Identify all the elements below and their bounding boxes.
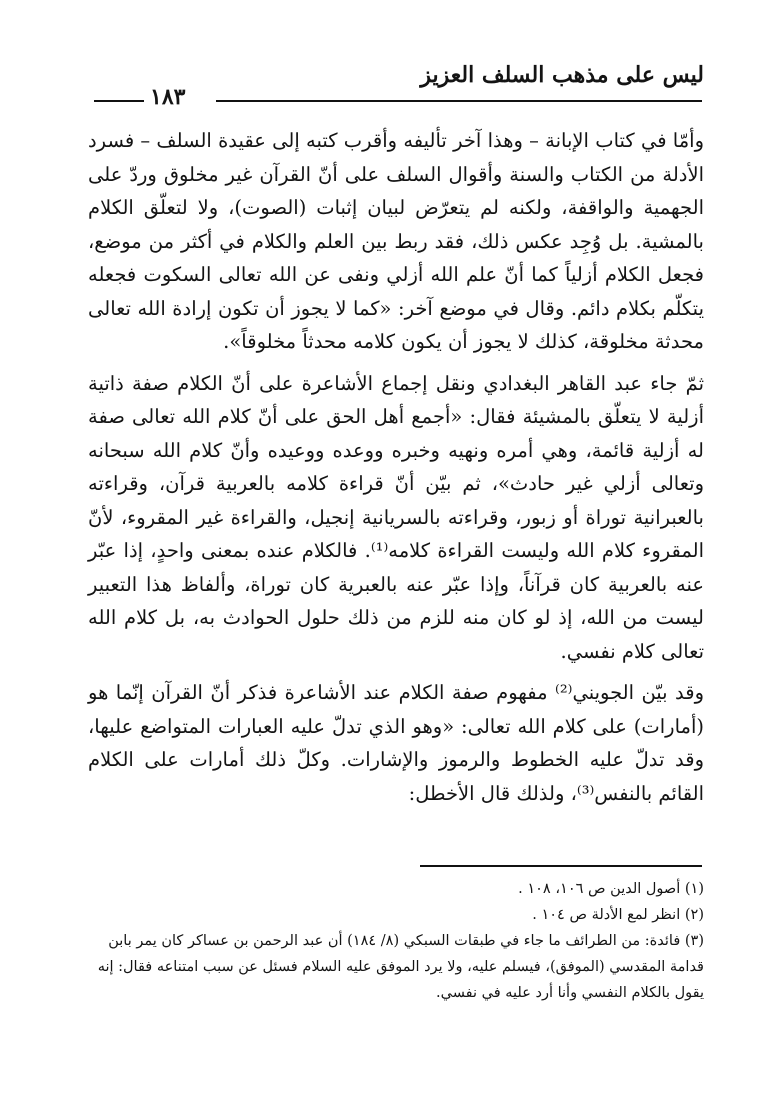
main-text	[88, 124, 704, 810]
footnote: (٢) انظر لمع الأدلة ص ١٠٤ .	[532, 907, 704, 923]
footnote: (١) أصول الدين ص ١٠٦، ١٠٨ .	[518, 881, 704, 897]
footnotes	[88, 876, 704, 1006]
paragraph: وأمّا في كتاب الإبانة – وهذا آخر تأليفه وأقرب كتبه إلى عقيدة السلف – فسرد الأدلة من الكتاب والسنة وأقوال السلف على أنّ القرآن غير مخلوق وردّ على الجهمية والواقفة، ولكنه لم يتعرّض لبيان إثبات (الصوت)، ولا لتعلّق الكلام بالمشية. بل وُجِد عكس ذلك، فقد ربط بين العلم والكلام في أكثر من موضع، فجعل الكلام أزلياً كما أنّ علم الله أزلي ونفى عن الله تعالى السكوت فجعله يتكلّم بكلام دائم. وقال في موضع آخر: «كما لا يجوز أن تكون إرادة الله تعالى محدثة مخلوقة، كذلك لا يجوز أن يكون كلامه محدثاً مخلوقاً».	[88, 129, 704, 353]
header-rule-short	[94, 100, 144, 102]
running-header-title: ليس على مذهب السلف العزيز	[420, 62, 704, 88]
paragraph: ثمّ جاء عبد القاهر البغدادي ونقل إجماع الأشاعرة على أنّ الكلام صفة ذاتية أزلية لا يتعلّق بالمشيئة فقال: «أجمع أهل الحق على أنّ كلام الله تعالى صفة له أزلية قائمة، وهي أمره ونهيه وخبره ووعده ووعيده وأنّ كلام الله سبحانه وتعالى أزلي غير حادث»، ثم بيّن أنّ قراءة كلامه بالعربية قرآن، وقراءته بالعبرانية توراة أو زبور، وقراءته بالسريانية إنجيل، والقراءة غير المقروء، لأنّ المقروء كلام الله وليست القراءة كلامه⁽¹⁾. فالكلام عنده بمعنى واحدٍ، إذا عبّر عنه بالعربية كان قرآناً، وإذا عبّر عنه بالعبرية كان توراة، وألفاظ هذا التعبير ليست من الله، إذ لو كان منه للزم من ذلك حلول الحوادث به، بل كلام الله تعالى كلام نفسي.	[88, 371, 704, 663]
footnote: (٣) فائدة: من الطرائف ما جاء في طبقات السبكي (٨/ ١٨٤) أن عبد الرحمن بن عساكر كان يمر بابن قدامة المقدسي (الموفق)، فيسلم عليه، ولا يرد الموفق عليه السلام فسئل عن سبب امتناعه فقال: إنه يقول بالكلام النفسي وأنا أرد عليه في نفسي.	[97, 933, 704, 1001]
page-number: ١٨٣	[150, 84, 186, 110]
header-rule	[216, 100, 702, 102]
paragraph: وقد بيّن الجويني⁽²⁾ مفهوم صفة الكلام عند الأشاعرة فذكر أنّ القرآن إنّما هو (أمارات) على كلام الله تعالى: «وهو الذي تدلّ عليه العبارات المتواضع عليها، وقد تدلّ عليه الخطوط والرموز والإشارات. وكلّ ذلك أمارات على الكلام القائم بالنفس⁽³⁾، ولذلك قال الأخطل:	[88, 681, 705, 805]
footnote-separator	[420, 865, 702, 867]
